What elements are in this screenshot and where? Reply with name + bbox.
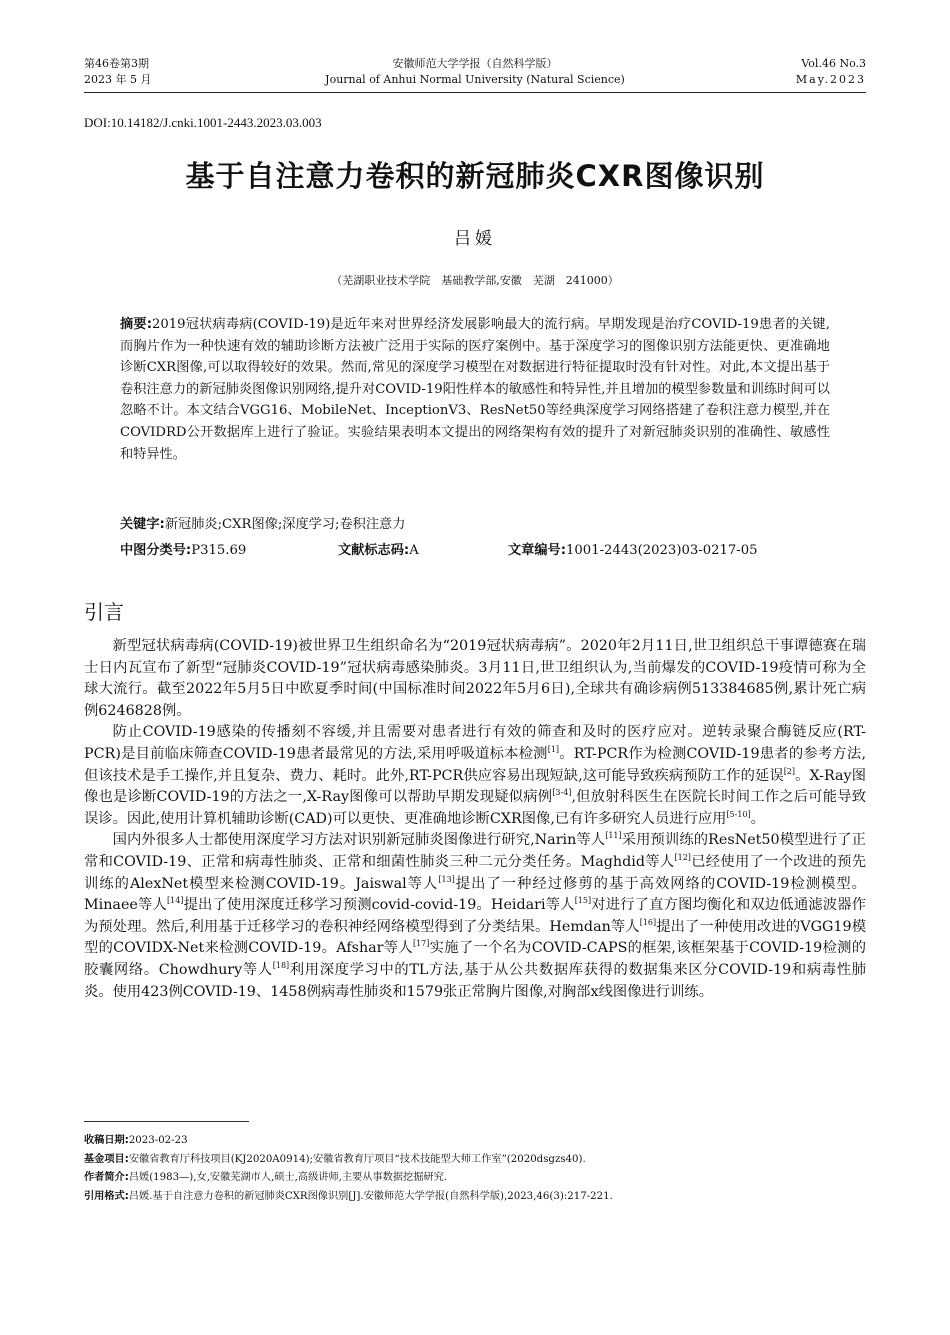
p3-text-d: 提出了一种经过修剪的基于高效网络的COVID-19检测模型。Minaee等人 (84, 875, 866, 914)
article-number (508, 540, 758, 561)
footnotes (84, 1132, 874, 1206)
fund-info (84, 1151, 874, 1170)
article-value: 1001-2443(2023)03-0217-05 (566, 543, 758, 558)
p3-text-g: 提出了一种使用改进的VGG19模型的COVIDX-Net来检测COVID-19。Afshar等人 (84, 918, 866, 957)
author-name: 吕媛 (454, 229, 496, 249)
doc-value: A (409, 543, 419, 558)
fund-label: 基金项目: (84, 1153, 129, 1165)
doc-label: 文献标志码: (338, 543, 410, 558)
publication-date-en: May.2023 (795, 73, 866, 86)
header-divider (84, 92, 866, 93)
publication-date-cn: 2023 年 5 月 (84, 73, 152, 86)
cite-value: 吕媛.基于自注意力卷积的新冠肺炎CXR图像识别[J].安徽师范大学学报(自然科学版),2023,46(3):217-221. (128, 1190, 613, 1202)
volume-issue: 第46卷第3期 (84, 57, 149, 70)
clc-value: P315.69 (191, 543, 247, 558)
author-bio-value: 吕媛(1983—),女,安徽芜湖市人,硕士,高级讲师,主要从事数据挖掘研究. (128, 1172, 448, 1184)
keywords-text: 新冠肺炎;CXR图像;深度学习;卷积注意力 (164, 517, 406, 532)
citation-format (84, 1188, 874, 1207)
abstract-text: 2019冠状病毒病(COVID-19)是近年来对世界经济发展影响最大的流行病。早期发现是治疗COVID-19患者的关键,而胸片作为一种快速有效的辅助诊断方法被广泛用于实际的医疗案例中。基于深度学习的图像识别方法能更快、更准确地诊断CXR图像,可以取得较好的效果。然而,常见的深度学习模型在对数据进行特征提取时没有针对性。对此,本文提出基于卷积注意力的新冠肺炎图像识别网络,提升对COVID-19阳性样本的敏感性和特异性,并且增加的模型参数量和训练时间可以忽略不计。本文结合VGG16、MobileNet、InceptionV3、ResNet50等经典深度学习网络搭建了卷积注意力模型,并在COVIDRD公开数据库上进行了验证。实验结果表明本文提出的网络架构有效的提升了对新冠肺炎识别的准确性、敏感性和特异性。 (120, 317, 830, 462)
citation-ref: [16] (639, 917, 657, 927)
clc-code (120, 540, 246, 561)
p3-text-i: 利用深度学习中的TL方法,基于从公共数据库获得的数据集来区分COVID-19和病毒性肺炎。使用423例COVID-19、1458例病毒性肺炎和1579张正常胸片图像,对胸部x线图像进行训练。 (84, 961, 866, 1000)
received-label: 收稿日期: (84, 1135, 129, 1146)
citation-ref: [1] (547, 744, 560, 754)
citation-ref: [12] (674, 852, 691, 862)
running-header (84, 56, 866, 92)
cite-label: 引用格式: (84, 1190, 129, 1202)
clc-label: 中图分类号: (120, 543, 192, 558)
p2-text-b: 。RT-PCR作为检测COVID-19患者的参考方法,但该技术是手工操作,并且复杂、费力、耗时。此外,RT-PCR供应容易出现短缺,这可能导致疾病预防工作的延误 (84, 745, 866, 784)
author-bio (84, 1169, 874, 1188)
volume-en: Vol.46 No.3 (801, 57, 866, 70)
p2-text-d: ,但放射科医生在医院长时间工作之后可能导致误诊。因此,使用计算机辅助诊断(CAD)可以更快、更准确地诊断CXR图像,已有许多研究人员进行应用 (84, 789, 867, 827)
citation-ref: [17] (412, 939, 430, 949)
journal-name-en: Journal of Anhui Normal University (Natural Science) (325, 73, 625, 86)
section-title: 引言 (84, 600, 124, 624)
p3-text-a: 国内外很多人士都使用深度学习方法对识别新冠肺炎图像进行研究,Narin等人 (112, 832, 606, 849)
citation-ref: [18] (272, 960, 290, 970)
paragraph-1: 新型冠状病毒病(COVID-19)被世界卫生组织命名为“2019冠状病毒病”。2020年2月11日,世卫组织总干事谭德赛在瑞士日内瓦宣布了新型“冠肺炎COVID-19”冠状病毒感染肺炎。3月11日,世卫组织认为,当前爆发的COVID-19疫情可称为全球大流行。截至2022年5月5日中欧夏季时间(中国标准时间2022年5月6日),全球共有确诊病例513384685例,累计死亡病例6246828例。 (84, 638, 866, 719)
citation-ref: [15] (574, 896, 592, 906)
paragraph-3 (84, 830, 866, 1003)
fund-value: 安徽省教育厅科技项目(KJ2020A0914);安徽省教育厅项目“技术技能型大师工作室”(2020dsgzs40). (128, 1153, 586, 1165)
citation-ref: [11] (605, 831, 622, 841)
received-date (84, 1132, 874, 1151)
citation-ref: [3-4] (552, 788, 572, 798)
document-code (338, 540, 419, 561)
p3-text-f: 对进行了直方图均衡化和双边低通滤波器作为预处理。然后,利用基于迁移学习的卷积神经网络模型得到了分类结果。Hemdan等人 (84, 897, 866, 935)
header-right (796, 56, 866, 88)
doi: DOI:10.14182/J.cnki.1001-2443.2023.03.003 (84, 115, 322, 130)
article-label: 文章编号: (508, 543, 567, 558)
paper-title: 基于自注意力卷积的新冠肺炎CXR图像识别 (185, 159, 765, 193)
citation-ref: [2] (783, 766, 796, 776)
p3-text-c: 已经使用了一个改进的预先训练的AlexNet模型来检测COVID-19。Jaiswal等人 (84, 853, 867, 892)
affiliation: （芜湖职业技术学院 基础教学部,安徽 芜湖 241000） (331, 274, 619, 287)
p2-text-c: 。X-Ray图像也是诊断COVID-19的方法之一,X-Ray图像可以帮助早期发现疑似病例 (84, 767, 866, 806)
header-center (84, 56, 866, 88)
keywords (120, 514, 830, 535)
p3-text-b: 采用预训练的ResNet50模型进行了正常和COVID-19、正常和病毒性肺炎、正常和细菌性肺炎三种二元分类任务。Maghdid等人 (84, 832, 866, 870)
citation-ref: [14] (166, 896, 184, 906)
citation-ref: [5-10] (726, 809, 751, 819)
author-bio-label: 作者简介: (84, 1172, 129, 1184)
citation-ref: [13] (438, 874, 455, 884)
p3-text-h: 实施了一个名为COVID-CAPS的框架,该框架基于COVID-19检测的胶囊网络。Chowdhury等人 (84, 940, 866, 978)
footnote-divider (84, 1121, 249, 1122)
p3-text-e: 提出了使用深度迁移学习预测covid-covid-19。Heidari等人 (183, 897, 575, 914)
p2-text-a: 防止COVID-19感染的传播刻不容缓,并且需要对患者进行有效的筛查和及时的医疗应对。逆转录聚合酶链反应(RT-PCR)是目前临床筛查COVID-19患者最常见的方法,采用呼吸道标本检测 (84, 724, 866, 762)
body-text (84, 636, 866, 1003)
received-value: 2023-02-23 (128, 1135, 188, 1146)
journal-name-cn: 安徽师范大学学报（自然科学版） (392, 57, 558, 70)
abstract-label: 摘要: (120, 317, 153, 332)
keywords-label: 关键字: (120, 517, 165, 532)
abstract (120, 314, 830, 465)
p2-text-e: 。 (750, 810, 765, 827)
paragraph-2 (84, 722, 866, 830)
